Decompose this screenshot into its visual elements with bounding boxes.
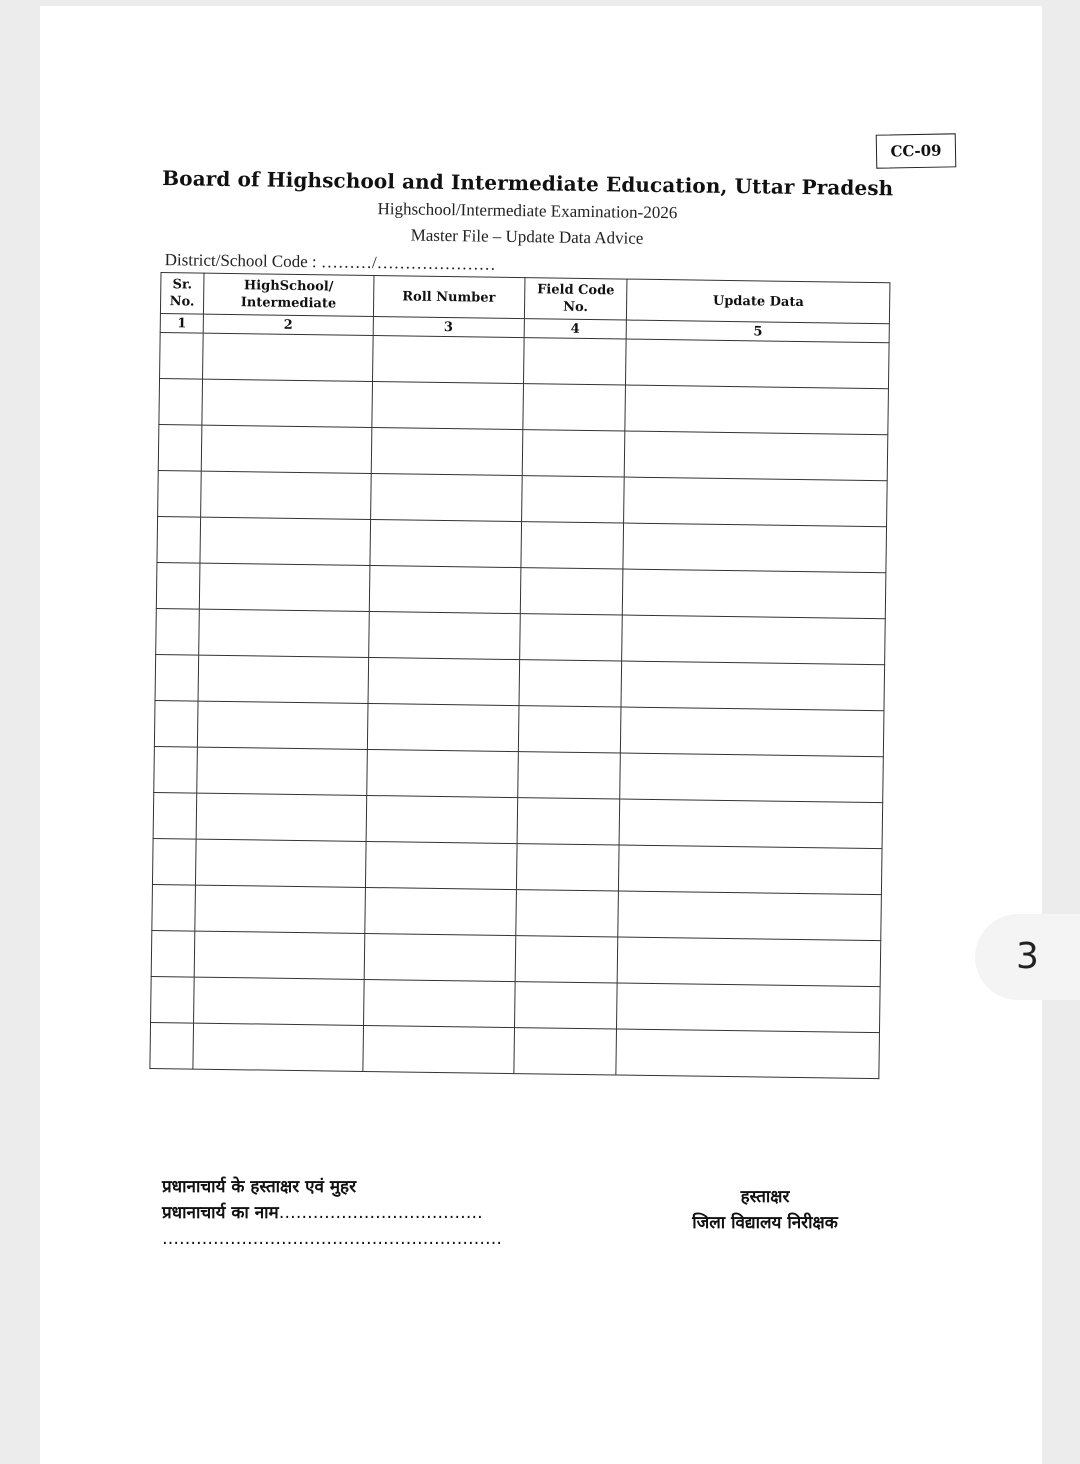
table-cell bbox=[151, 976, 195, 1023]
header-highschool-intermediate bbox=[203, 273, 373, 316]
table-cell bbox=[368, 611, 519, 659]
table-cell bbox=[521, 522, 624, 569]
table-cell bbox=[370, 474, 521, 522]
table-cell bbox=[152, 884, 196, 931]
district-inspector-label: जिला विद्यालय निरीक्षक bbox=[692, 1213, 838, 1233]
table-cell bbox=[623, 569, 886, 619]
table-cell bbox=[617, 983, 880, 1033]
table-cell bbox=[521, 476, 624, 523]
column-number: 5 bbox=[627, 320, 890, 343]
table-cell bbox=[366, 795, 517, 843]
table-cell bbox=[365, 841, 516, 889]
principal-name-dots: ……………………………… bbox=[278, 1203, 483, 1223]
table-cell bbox=[515, 936, 618, 983]
table-cell bbox=[365, 887, 516, 935]
table-cell bbox=[194, 931, 364, 979]
exam-title: Highschool/Intermediate Examination-2026 bbox=[377, 199, 678, 223]
header-sr-no bbox=[160, 273, 204, 315]
table-cell bbox=[367, 749, 518, 797]
table-cell bbox=[618, 891, 881, 941]
table-cell bbox=[622, 615, 885, 665]
board-title: Board of Highschool and Intermediate Education, Uttar Pradesh bbox=[162, 166, 894, 201]
table-cell bbox=[517, 752, 620, 799]
table-cell bbox=[517, 798, 620, 845]
table-cell bbox=[155, 655, 199, 702]
table-cell bbox=[363, 979, 514, 1027]
table-cell bbox=[154, 701, 198, 748]
table-cell bbox=[621, 707, 884, 757]
table-row bbox=[150, 1022, 880, 1078]
table-cell bbox=[625, 385, 888, 435]
table-cell bbox=[618, 937, 881, 987]
table-cell bbox=[369, 565, 520, 613]
page-number: 3 bbox=[1016, 936, 1039, 977]
table-cell bbox=[371, 428, 522, 476]
table-cell bbox=[364, 933, 515, 981]
header-update-data bbox=[627, 279, 890, 324]
header-sr-no-label: Sr. No. bbox=[169, 277, 195, 310]
table-cell bbox=[520, 568, 623, 615]
table-cell bbox=[514, 982, 617, 1029]
table-cell bbox=[202, 379, 372, 427]
table-cell bbox=[193, 1023, 363, 1071]
table-cell bbox=[619, 845, 882, 895]
table-cell bbox=[516, 844, 619, 891]
table-cell bbox=[616, 1029, 879, 1079]
table-cell bbox=[153, 793, 197, 840]
principal-name-line bbox=[162, 1200, 502, 1226]
table-cell bbox=[197, 747, 367, 795]
table-cell bbox=[515, 890, 618, 937]
district-school-code-field: District/School Code : ………/………………… bbox=[164, 250, 496, 274]
table-cell bbox=[620, 753, 883, 803]
table-cell bbox=[513, 1028, 616, 1075]
header-roll-number-label: Roll Number bbox=[402, 288, 496, 306]
table-cell bbox=[158, 471, 202, 518]
table-cell bbox=[368, 657, 519, 705]
header-field-code-label: Field Code No. bbox=[537, 282, 615, 316]
form-subtitle: Master File – Update Data Advice bbox=[410, 225, 644, 248]
table-cell bbox=[152, 838, 196, 885]
table-cell bbox=[519, 660, 622, 707]
principal-signature-label: प्रधानाचार्य के हस्ताक्षर एवं मुहर bbox=[162, 1177, 357, 1197]
table-cell bbox=[197, 701, 367, 749]
table-cell bbox=[150, 1022, 194, 1069]
table-cell bbox=[519, 614, 622, 661]
table-cell bbox=[623, 523, 886, 573]
column-number: 3 bbox=[373, 317, 524, 338]
table-cell bbox=[156, 563, 200, 610]
table-cell bbox=[625, 431, 888, 481]
table-cell bbox=[626, 339, 889, 389]
signature-label: हस्ताक्षर bbox=[740, 1187, 790, 1207]
table-cell bbox=[193, 977, 363, 1025]
table-cell bbox=[518, 706, 621, 753]
table-cell bbox=[522, 384, 625, 431]
table-cell bbox=[624, 477, 887, 527]
table-cell bbox=[367, 703, 518, 751]
table-cell bbox=[199, 563, 369, 611]
principal-signature-block bbox=[162, 1174, 502, 1252]
table-cell bbox=[370, 519, 521, 567]
column-number: 4 bbox=[524, 319, 627, 339]
table-cell bbox=[202, 333, 372, 381]
column-number: 1 bbox=[160, 314, 203, 334]
table-cell bbox=[151, 930, 195, 977]
table-cell bbox=[200, 517, 370, 565]
form-body bbox=[145, 166, 898, 1079]
header-field-code bbox=[524, 278, 627, 320]
table-cell bbox=[158, 425, 202, 472]
table-cell bbox=[201, 425, 371, 473]
header-roll-number bbox=[373, 276, 524, 319]
table-cell bbox=[201, 471, 371, 519]
extra-dotted-line: …………………………………………………… bbox=[162, 1229, 502, 1249]
column-number: 2 bbox=[203, 314, 373, 335]
update-data-table bbox=[149, 272, 890, 1079]
table-cell bbox=[372, 382, 523, 430]
header-highschool-intermediate-label: HighSchool/ Intermediate bbox=[240, 278, 337, 312]
table-cell bbox=[199, 609, 369, 657]
table-cell bbox=[195, 885, 365, 933]
table-cell bbox=[156, 609, 200, 656]
table-cell bbox=[522, 430, 625, 477]
page-number-indicator[interactable] bbox=[975, 914, 1080, 1000]
inspector-signature-block bbox=[660, 1184, 870, 1236]
table-cell bbox=[154, 747, 198, 794]
header-update-data-label: Update Data bbox=[712, 293, 804, 310]
table-cell bbox=[157, 517, 201, 564]
table-cell bbox=[160, 333, 204, 380]
table-cell bbox=[523, 338, 626, 385]
table-cell bbox=[159, 379, 203, 426]
table-cell bbox=[198, 655, 368, 703]
principal-name-label: प्रधानाचार्य का नाम bbox=[162, 1203, 279, 1223]
table-cell bbox=[196, 793, 366, 841]
form-code-box: CC-09 bbox=[876, 133, 957, 168]
table-cell bbox=[619, 799, 882, 849]
document-page bbox=[40, 6, 1042, 1464]
table-cell bbox=[372, 336, 523, 384]
table-cell bbox=[195, 839, 365, 887]
table-cell bbox=[363, 1025, 514, 1073]
table-cell bbox=[621, 661, 884, 711]
